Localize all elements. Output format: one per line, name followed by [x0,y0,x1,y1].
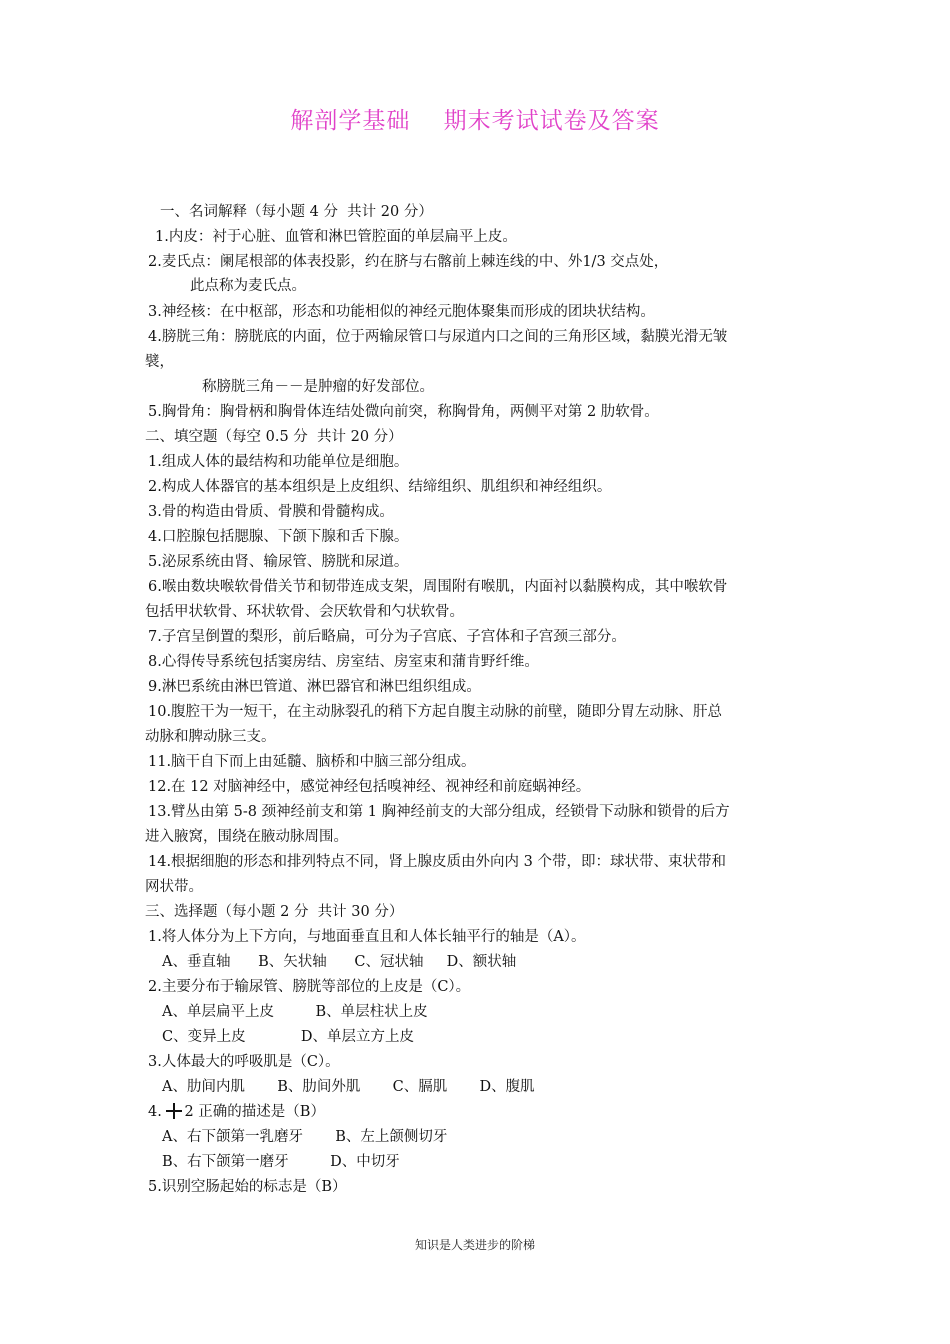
section-2-q10-line2: 动脉和脾动脉三支。 [145,729,276,745]
section-3-q4-options-line2: B、右下颌第一磨牙 D、中切牙 [162,1154,400,1170]
section-2-q2: 2.构成人体器官的基本组织是上皮组织、结缔组织、肌组织和神经组织。 [148,479,612,495]
section-3-q5: 5.识别空肠起始的标志是（B） [148,1179,347,1195]
section-2-q13-line1: 13.臂丛由第 5-8 颈神经前支和第 1 胸神经前支的大部分组成，经锁骨下动脉和锁骨的后方 [148,804,730,820]
section-3-q4 [148,1102,325,1122]
section-2-q9: 9.淋巴系统由淋巴管道、淋巴器官和淋巴组织组成。 [148,679,481,695]
section-2-q14-line1: 14.根据细胞的形态和排列特点不同，肾上腺皮质由外向内 3 个带，即：球状带、束状带和 [148,854,726,870]
section-2-q4: 4.口腔腺包括腮腺、下颌下腺和舌下腺。 [148,529,409,545]
section-3-q1: 1.将人体分为上下方向，与地面垂直且和人体长轴平行的轴是（A）。 [148,929,586,945]
section-3-q3: 3.人体最大的呼吸肌是（C）。 [148,1054,340,1070]
section-1-q4-line1: 4.膀胱三角：膀胱底的内面，位于两输尿管口与尿道内口之间的三角形区域，黏膜光滑无皱 [148,329,728,345]
section-2-q1: 1.组成人体的最结构和功能单位是细胞。 [148,454,409,470]
section-3-q1-options: A、垂直轴 B、矢状轴 C、冠状轴 D、额状轴 [162,954,517,970]
section-2-q7: 7.子宫呈倒置的梨形，前后略扁，可分为子宫底、子宫体和子宫颈三部分。 [148,629,626,645]
section-2-q13-line2: 进入腋窝，围绕在腋动脉周围。 [145,829,348,845]
section-3-heading: 三、选择题（每小题 2 分 共计 30 分） [145,904,404,920]
section-3-q2: 2.主要分布于输尿管、膀胱等部位的上皮是（C）。 [148,979,471,995]
section-2-q12: 12.在 12 对脑神经中，感觉神经包括嗅神经、视神经和前庭蜗神经。 [148,779,591,795]
section-2-q10-line1: 10.腹腔干为一短干，在主动脉裂孔的稍下方起自腹主动脉的前壁，随即分胃左动脉、肝总 [148,704,723,720]
section-3-q2-options-line1: A、单层扁平上皮 B、单层柱状上皮 [162,1004,428,1020]
section-2-q11: 11.脑干自下而上由延髓、脑桥和中脑三部分组成。 [148,754,476,770]
section-1-q2-line2: 此点称为麦氏点。 [190,278,306,294]
section-2-q14-line2: 网状带。 [145,879,203,895]
section-2-q8: 8.心得传导系统包括窦房结、房室结、房室束和蒲肯野纤维。 [148,654,539,670]
section-2-heading: 二、填空题（每空 0.5 分 共计 20 分） [145,429,403,445]
section-2-q6-line1: 6.喉由数块喉软骨借关节和韧带连成支架，周围附有喉肌，内面衬以黏膜构成，其中喉软骨 [148,579,728,595]
page-footer: 知识是人类进步的阶梯 [414,1238,535,1252]
section-1-q2-line1: 2.麦氏点：阑尾根部的体表投影，约在脐与右髂前上棘连线的中、外1/3 交点处， [148,254,669,270]
section-1-q4-line2: 襞， [145,354,174,370]
section-1-heading: 一、名词解释（每小题 4 分 共计 20 分） [160,204,433,220]
section-3-q2-options-line2: C、变异上皮 D、单层立方上皮 [162,1029,415,1045]
tooth-quadrant-cross-icon [166,1103,182,1119]
section-3-q4-text: 2 正确的描述是（B） [184,1104,325,1120]
section-3-q4-options-line1: A、右下颌第一乳磨牙 B、左上颌侧切牙 [162,1129,448,1145]
document-title: 解剖学基础 期末考试试卷及答案 [290,108,660,134]
section-2-q5: 5.泌尿系统由肾、输尿管、膀胱和尿道。 [148,554,409,570]
section-1-q4-line3: 称膀胱三角－－是肿瘤的好发部位。 [202,379,434,395]
section-2-q3: 3.骨的构造由骨质、骨膜和骨髓构成。 [148,504,394,520]
section-1-q5: 5.胸骨角：胸骨柄和胸骨体连结处微向前突，称胸骨角，两侧平对第 2 肋软骨。 [148,404,659,420]
section-3-q3-options: A、肋间内肌 B、肋间外肌 C、膈肌 D、腹肌 [162,1079,535,1095]
section-1-q3: 3.神经核：在中枢部，形态和功能相似的神经元胞体聚集而形成的团块状结构。 [148,304,655,320]
section-1-q1: 1.内皮：衬于心脏、血管和淋巴管腔面的单层扁平上皮。 [155,229,517,245]
section-3-q4-number: 4. [148,1104,167,1120]
section-2-q6-line2: 包括甲状软骨、环状软骨、会厌软骨和勺状软骨。 [145,604,464,620]
